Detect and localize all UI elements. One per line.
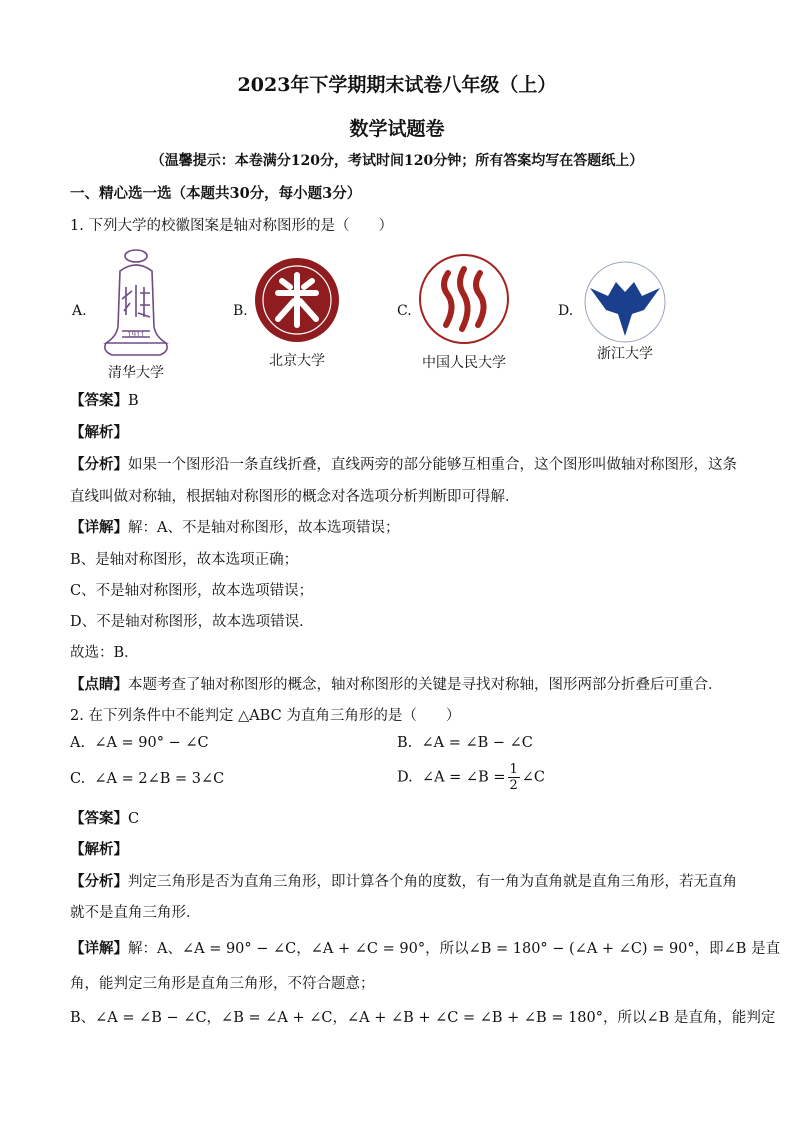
q1-fenxi-line2: 直线叫做对称轴，根据轴对称图形的概念对各选项分析判断即可得解． bbox=[70, 489, 520, 505]
q1-detail-c: C、不是轴对称图形，故本选项错误； bbox=[70, 583, 314, 599]
q2-analysis-tag: 【解析】 bbox=[70, 841, 128, 858]
q1-option-d-label: D. bbox=[558, 303, 574, 319]
page-title: 2023年下学期期末试卷八年级（上） bbox=[237, 74, 557, 96]
q2-option-b: B. ∠A = ∠B − ∠C bbox=[397, 735, 533, 751]
page-subtitle: 数学试题卷 bbox=[349, 118, 445, 140]
q1-option-c-caption: 中国人民大学 bbox=[422, 355, 506, 371]
pku-logo bbox=[254, 257, 340, 343]
q1-option-b-caption: 北京大学 bbox=[269, 353, 325, 369]
q2-option-c: C. ∠A = 2∠B = 3∠C bbox=[70, 771, 225, 787]
q1-choice: 故选：B． bbox=[70, 645, 139, 661]
q2-answer: 【答案】C bbox=[70, 810, 140, 827]
q1-stem: 1. 下列大学的校徽图案是轴对称图形的是（ ） bbox=[70, 218, 393, 234]
q2-detail-b-line1: B、∠A = ∠B − ∠C，∠B = ∠A + ∠C，∠A + ∠B + ∠C = ∠B + ∠B = 180°，所以∠B 是直角，能判定 bbox=[70, 1010, 776, 1026]
q2-detail-a-line2: 角，能判定三角形是直角三角形，不符合题意； bbox=[70, 976, 375, 992]
tsinghua-year: 1911 bbox=[127, 331, 145, 339]
q2-detail-a-line1: 【详解】解：A、∠A = 90° − ∠C，∠A + ∠C = 90°，所以∠B = 180° − (∠A + ∠C) = 90°，即∠B 是直 bbox=[70, 940, 781, 957]
zju-logo bbox=[580, 260, 670, 344]
q1-option-a-label: A. bbox=[72, 303, 87, 319]
q1-detail-d: D、不是轴对称图形，故本选项错误． bbox=[70, 614, 314, 630]
section-heading: 一、精心选一选（本题共30分，每小题3分） bbox=[70, 185, 362, 202]
q1-analysis-tag: 【解析】 bbox=[70, 424, 128, 441]
q1-detail-b: B、是轴对称图形，故本选项正确； bbox=[70, 552, 299, 568]
fraction-half: $\frac{1}{2}$ bbox=[509, 762, 518, 793]
q1-option-d-caption: 浙江大学 bbox=[597, 346, 653, 362]
q2-option-d: D. ∠A = ∠B = $\frac{1}{2}$ ∠C bbox=[397, 762, 546, 793]
q1-comment: 【点睛】本题考查了轴对称图形的概念，轴对称图形的关键是寻找对称轴，图形两部分折叠后可重合． bbox=[70, 676, 723, 693]
q1-answer: 【答案】B bbox=[70, 392, 139, 409]
q1-option-a-caption: 清华大学 bbox=[108, 365, 164, 381]
q1-detail-a: 【详解】解：A、不是轴对称图形，故本选项错误； bbox=[70, 519, 400, 536]
q2-fenxi-line2: 就不是直角三角形． bbox=[70, 905, 201, 921]
q2-fenxi-line1: 【分析】判定三角形是否为直角三角形，即计算各个角的度数，有一角为直角就是直角三角形，若无直角 bbox=[70, 873, 737, 890]
tsinghua-logo bbox=[92, 247, 180, 362]
q2-option-a: A. ∠A = 90° − ∠C bbox=[70, 735, 209, 751]
q2-stem: 2. 在下列条件中不能判定 △ABC 为直角三角形的是（ ） bbox=[70, 708, 461, 724]
q1-fenxi-line1: 【分析】如果一个图形沿一条直线折叠，直线两旁的部分能够互相重合，这个图形叫做轴对称图形，这条 bbox=[70, 456, 737, 473]
renmin-logo bbox=[418, 253, 510, 345]
exam-notice: （温馨提示：本卷满分120分，考试时间120分钟；所有答案均写在答题纸上） bbox=[150, 153, 644, 169]
q1-option-b-label: B. bbox=[233, 303, 248, 319]
q1-option-c-label: C. bbox=[397, 303, 412, 319]
